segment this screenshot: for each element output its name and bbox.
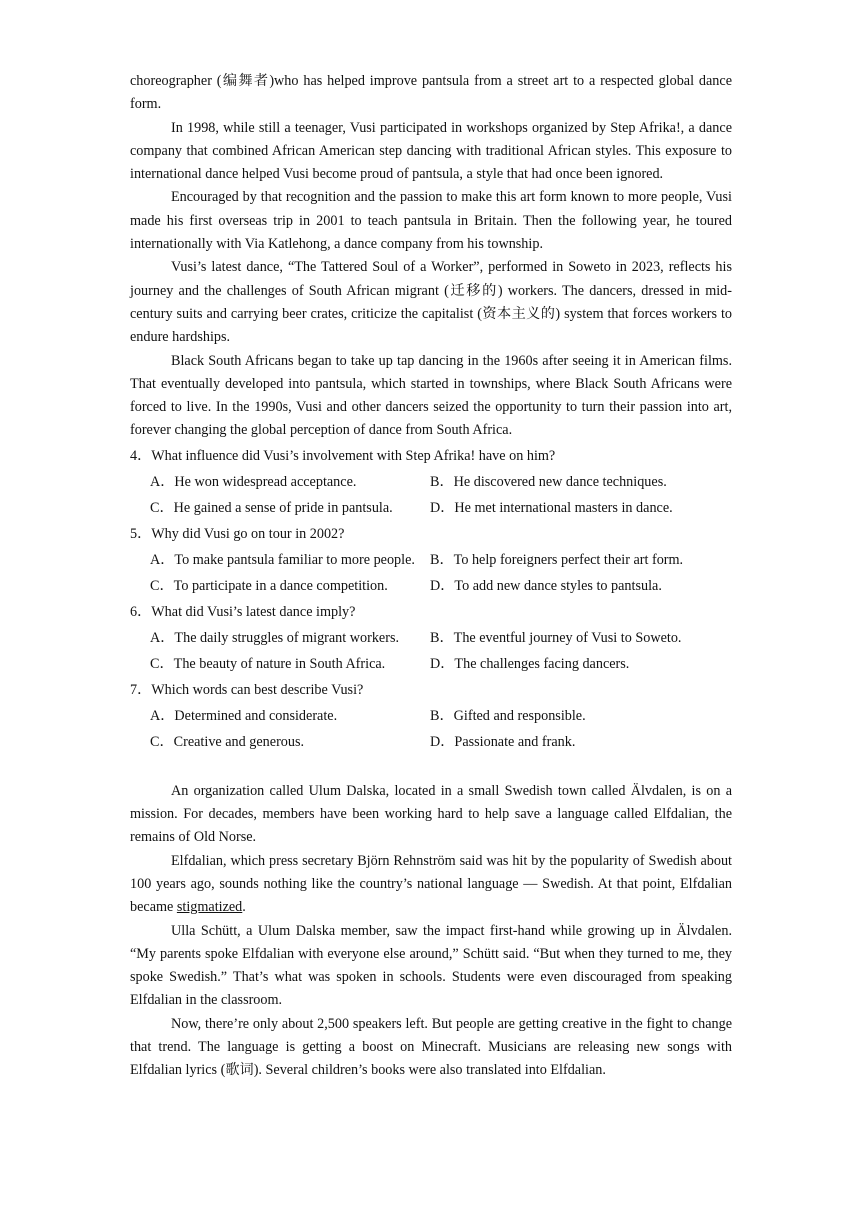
option-a[interactable]: A．The daily struggles of migrant workers. — [150, 629, 400, 646]
paragraph-text: Elfdalian, which press secretary Björn Rehnström said was hit by the popularity of Swedish about 100 years ago, sounds nothing like the country’s national language — Swedish. At that point, Elfdalian became — [130, 852, 732, 916]
option-a[interactable]: A．To make pantsula familiar to more people. — [150, 551, 415, 568]
option-row — [150, 547, 732, 573]
underlined-word: stigmatized — [176, 899, 243, 916]
option-b[interactable]: B．To help foreigners perfect their art form. — [430, 551, 684, 568]
question-stem: 5．Why did Vusi go on tour in 2002? — [130, 525, 345, 542]
question-7 — [130, 677, 732, 755]
option-c[interactable]: C．Creative and generous. — [150, 733, 305, 750]
option-row — [150, 703, 732, 729]
section-gap — [130, 755, 732, 780]
passage2-paragraph-1: An organization called Ulum Dalska, located in a small Swedish town called Älvdalen, is on a mission. For decades, members have been working hard to help save a language called Elfdalian, the remains of Old Norse. — [130, 782, 732, 846]
question-stem: 7．Which words can best describe Vusi? — [130, 681, 364, 698]
option-c[interactable]: C．To participate in a dance competition. — [150, 577, 388, 594]
question-5 — [130, 521, 732, 599]
option-d[interactable]: D．To add new dance styles to pantsula. — [430, 577, 662, 594]
passage1-paragraph-3: Encouraged by that recognition and the passion to make this art form known to more people, Vusi made his first overseas trip in 2001 to teach pantsula in Britain. Then the following year, he toured internationally with Via Katlehong, a dance company from his township. — [130, 189, 732, 253]
option-row — [150, 573, 732, 599]
option-row — [150, 651, 732, 677]
passage1-paragraph-4: Vusi’s latest dance, “The Tattered Soul of a Worker”, performed in Soweto in 2023, reflects his journey and the challenges of South African migrant (迁移的) workers. The dancers, dressed in mid-century suits and carrying beer crates, criticize the capitalist (资本主义的) system that forces workers to endure hardships. — [130, 259, 732, 346]
passage2-paragraph-3: Ulla Schütt, a Ulum Dalska member, saw the impact first-hand while growing up in Älvdalen. “My parents spoke Elfdalian with everyone else around,” Schütt said. “But when they turned to me, they spoke Swedish.” That’s what was spoken in schools. Students were even discouraged from speaking Elfdalian in the classroom. — [130, 922, 732, 1009]
option-row — [150, 495, 732, 521]
question-stem: 6．What did Vusi’s latest dance imply? — [130, 603, 356, 620]
passage1-paragraph-2: In 1998, while still a teenager, Vusi participated in workshops organized by Step Afrika!, a dance company that combined African American step dancing with traditional African styles. This exposure to international dance helped Vusi become proud of pantsula, a style that had once been ignored. — [130, 119, 732, 183]
option-d[interactable]: D．The challenges facing dancers. — [430, 655, 630, 672]
option-c[interactable]: C．He gained a sense of pride in pantsula. — [150, 499, 393, 516]
option-a[interactable]: A．He won widespread acceptance. — [150, 473, 357, 490]
option-b[interactable]: B．He discovered new dance techniques. — [430, 473, 667, 490]
option-row — [150, 729, 732, 755]
passage1-paragraph-1: choreographer (编舞者)who has helped improve pantsula from a street art to a respected global dance form. — [130, 73, 732, 113]
paragraph-text-end: . — [242, 899, 246, 916]
question-stem: 4．What influence did Vusi’s involvement with Step Afrika! have on him? — [130, 447, 556, 464]
option-row — [150, 469, 732, 495]
document-page — [130, 70, 732, 1083]
passage2-paragraph-4: Now, there’re only about 2,500 speakers left. But people are getting creative in the fight to change that trend. The language is getting a boost on Minecraft. Musicians are releasing new songs with Elfdalian lyrics (歌词). Several children’s books were also translated into Elfdalian. — [130, 1015, 732, 1079]
question-4 — [130, 443, 732, 521]
question-6 — [130, 599, 732, 677]
option-b[interactable]: B．Gifted and responsible. — [430, 707, 586, 724]
option-d[interactable]: D．He met international masters in dance. — [430, 499, 673, 516]
passage1-paragraph-5: Black South Africans began to take up tap dancing in the 1960s after seeing it in American films. That eventually developed into pantsula, which started in townships, where Black South Africans were forced to live. In the 1990s, Vusi and other dancers seized the opportunity to turn their passion into art, forever changing the global perception of dance from South Africa. — [130, 352, 732, 439]
option-b[interactable]: B．The eventful journey of Vusi to Soweto. — [430, 629, 682, 646]
option-d[interactable]: D．Passionate and frank. — [430, 733, 576, 750]
passage2-paragraph-2 — [130, 850, 732, 920]
option-a[interactable]: A．Determined and considerate. — [150, 707, 338, 724]
option-row — [150, 625, 732, 651]
option-c[interactable]: C．The beauty of nature in South Africa. — [150, 655, 386, 672]
